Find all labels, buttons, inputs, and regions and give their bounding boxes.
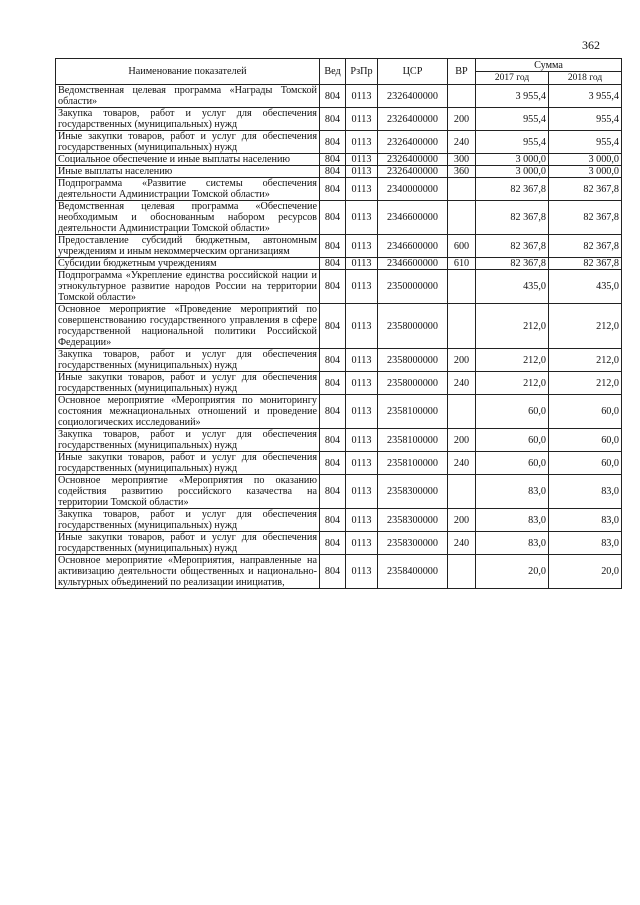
cell-y2017: 212,0: [476, 372, 549, 395]
cell-ved: 804: [320, 304, 346, 349]
cell-csr: 2326400000: [378, 85, 448, 108]
cell-y2018: 212,0: [549, 349, 622, 372]
cell-ved: 804: [320, 555, 346, 589]
cell-y2017: 82 367,8: [476, 201, 549, 235]
cell-ved: 804: [320, 429, 346, 452]
cell-vr: [448, 395, 476, 429]
cell-ved: 804: [320, 349, 346, 372]
cell-y2017: 212,0: [476, 304, 549, 349]
cell-ved: 804: [320, 235, 346, 258]
cell-y2018: 3 000,0: [549, 154, 622, 166]
cell-y2017: 955,4: [476, 131, 549, 154]
cell-rzpr: 0113: [346, 178, 378, 201]
cell-vr: 300: [448, 154, 476, 166]
cell-y2017: 82 367,8: [476, 178, 549, 201]
cell-name: Основное мероприятие «Мероприятия, направленные на активизацию деятельности общественных и национально-культурных объединений по реализации инициатив,: [56, 555, 320, 589]
cell-vr: [448, 475, 476, 509]
cell-csr: 2350000000: [378, 270, 448, 304]
table-row: [56, 154, 622, 166]
cell-y2017: 83,0: [476, 509, 549, 532]
cell-y2018: 82 367,8: [549, 178, 622, 201]
cell-y2018: 955,4: [549, 108, 622, 131]
cell-y2018: 82 367,8: [549, 258, 622, 270]
cell-csr: 2346600000: [378, 258, 448, 270]
table-row: [56, 166, 622, 178]
cell-y2017: 20,0: [476, 555, 549, 589]
cell-rzpr: 0113: [346, 166, 378, 178]
cell-rzpr: 0113: [346, 372, 378, 395]
cell-csr: 2346600000: [378, 201, 448, 235]
table-row: [56, 201, 622, 235]
cell-y2018: 83,0: [549, 475, 622, 509]
table-row: [56, 509, 622, 532]
cell-y2018: 60,0: [549, 429, 622, 452]
cell-rzpr: 0113: [346, 235, 378, 258]
cell-y2018: 955,4: [549, 131, 622, 154]
cell-name: Иные выплаты населению: [56, 166, 320, 178]
page-number: 362: [582, 38, 600, 52]
cell-csr: 2346600000: [378, 235, 448, 258]
cell-ved: 804: [320, 452, 346, 475]
cell-y2018: 83,0: [549, 532, 622, 555]
cell-name: Ведомственная целевая программа «Обеспечение необходимым и обоснованным набором ресурсов деятельности Администрации Томской области»: [56, 201, 320, 235]
cell-y2017: 212,0: [476, 349, 549, 372]
cell-ved: 804: [320, 270, 346, 304]
cell-name: Закупка товаров, работ и услуг для обеспечения государственных (муниципальных) нужд: [56, 509, 320, 532]
cell-y2017: 3 000,0: [476, 166, 549, 178]
table-row: [56, 429, 622, 452]
cell-name: Основное мероприятие «Мероприятия по оказанию содействия развитию российского казачества на территории Томской области»: [56, 475, 320, 509]
cell-rzpr: 0113: [346, 131, 378, 154]
cell-vr: 240: [448, 532, 476, 555]
table-row: [56, 452, 622, 475]
cell-ved: 804: [320, 166, 346, 178]
table-row: [56, 532, 622, 555]
cell-y2018: 60,0: [549, 395, 622, 429]
cell-rzpr: 0113: [346, 108, 378, 131]
cell-csr: 2358100000: [378, 452, 448, 475]
cell-y2017: 60,0: [476, 395, 549, 429]
header-sum: Сумма: [476, 59, 622, 72]
cell-y2017: 60,0: [476, 452, 549, 475]
cell-name: Основное мероприятие «Проведение мероприятий по совершенствованию государственного управления в сфере государственной национальной политики Российской Федерации»: [56, 304, 320, 349]
cell-vr: 600: [448, 235, 476, 258]
table-row: [56, 555, 622, 589]
table-row: [56, 108, 622, 131]
cell-ved: 804: [320, 131, 346, 154]
cell-csr: 2358000000: [378, 349, 448, 372]
cell-csr: 2358300000: [378, 475, 448, 509]
header-rzpr: РзПр: [346, 59, 378, 85]
cell-ved: 804: [320, 154, 346, 166]
cell-rzpr: 0113: [346, 475, 378, 509]
cell-csr: 2326400000: [378, 108, 448, 131]
cell-ved: 804: [320, 509, 346, 532]
cell-y2017: 83,0: [476, 532, 549, 555]
cell-vr: [448, 270, 476, 304]
cell-csr: 2326400000: [378, 154, 448, 166]
cell-rzpr: 0113: [346, 201, 378, 235]
cell-y2018: 435,0: [549, 270, 622, 304]
cell-y2017: 3 000,0: [476, 154, 549, 166]
cell-name: Иные закупки товаров, работ и услуг для обеспечения государственных (муниципальных) нужд: [56, 372, 320, 395]
cell-vr: 200: [448, 509, 476, 532]
cell-name: Иные закупки товаров, работ и услуг для обеспечения государственных (муниципальных) нужд: [56, 452, 320, 475]
cell-rzpr: 0113: [346, 452, 378, 475]
cell-vr: [448, 555, 476, 589]
budget-table: [55, 58, 622, 589]
table-row: [56, 304, 622, 349]
cell-y2018: 82 367,8: [549, 235, 622, 258]
header-year-2018: 2018 год: [549, 72, 622, 85]
cell-csr: 2358300000: [378, 509, 448, 532]
cell-vr: [448, 178, 476, 201]
cell-vr: 240: [448, 452, 476, 475]
cell-y2017: 83,0: [476, 475, 549, 509]
table-row: [56, 258, 622, 270]
cell-csr: 2358400000: [378, 555, 448, 589]
table-row: [56, 270, 622, 304]
cell-ved: 804: [320, 108, 346, 131]
cell-name: Социальное обеспечение и иные выплаты населению: [56, 154, 320, 166]
cell-name: Подпрограмма «Укрепление единства российской нации и этнокультурное развитие народов России на территории Томской области»: [56, 270, 320, 304]
cell-rzpr: 0113: [346, 509, 378, 532]
cell-ved: 804: [320, 532, 346, 555]
cell-csr: 2358300000: [378, 532, 448, 555]
cell-rzpr: 0113: [346, 85, 378, 108]
cell-y2018: 212,0: [549, 304, 622, 349]
cell-y2018: 82 367,8: [549, 201, 622, 235]
cell-vr: 360: [448, 166, 476, 178]
table-row: [56, 475, 622, 509]
cell-y2017: 435,0: [476, 270, 549, 304]
cell-name: Закупка товаров, работ и услуг для обеспечения государственных (муниципальных) нужд: [56, 429, 320, 452]
cell-y2017: 82 367,8: [476, 258, 549, 270]
cell-vr: 200: [448, 108, 476, 131]
cell-y2018: 212,0: [549, 372, 622, 395]
cell-name: Субсидии бюджетным учреждениям: [56, 258, 320, 270]
cell-rzpr: 0113: [346, 304, 378, 349]
cell-y2018: 3 000,0: [549, 166, 622, 178]
cell-rzpr: 0113: [346, 395, 378, 429]
cell-y2018: 60,0: [549, 452, 622, 475]
table-row: [56, 235, 622, 258]
cell-ved: 804: [320, 475, 346, 509]
header-ved: Вед: [320, 59, 346, 85]
cell-ved: 804: [320, 258, 346, 270]
cell-csr: 2358000000: [378, 304, 448, 349]
cell-vr: 610: [448, 258, 476, 270]
header-name: Наименование показателей: [56, 59, 320, 85]
cell-y2018: 20,0: [549, 555, 622, 589]
cell-name: Иные закупки товаров, работ и услуг для обеспечения государственных (муниципальных) нужд: [56, 532, 320, 555]
cell-name: Иные закупки товаров, работ и услуг для обеспечения государственных (муниципальных) нужд: [56, 131, 320, 154]
cell-ved: 804: [320, 372, 346, 395]
cell-name: Закупка товаров, работ и услуг для обеспечения государственных (муниципальных) нужд: [56, 349, 320, 372]
header-csr: ЦСР: [378, 59, 448, 85]
header-year-2017: 2017 год: [476, 72, 549, 85]
cell-csr: 2358000000: [378, 372, 448, 395]
cell-y2017: 3 955,4: [476, 85, 549, 108]
cell-vr: [448, 201, 476, 235]
cell-rzpr: 0113: [346, 258, 378, 270]
cell-rzpr: 0113: [346, 154, 378, 166]
cell-rzpr: 0113: [346, 532, 378, 555]
cell-y2017: 955,4: [476, 108, 549, 131]
cell-rzpr: 0113: [346, 349, 378, 372]
table-row: [56, 395, 622, 429]
cell-y2018: 83,0: [549, 509, 622, 532]
cell-vr: 240: [448, 372, 476, 395]
cell-vr: 240: [448, 131, 476, 154]
cell-csr: 2326400000: [378, 131, 448, 154]
table-row: [56, 372, 622, 395]
cell-name: Основное мероприятие «Мероприятия по мониторингу состояния межнациональных отношений и проведение социологических исследований»: [56, 395, 320, 429]
cell-ved: 804: [320, 201, 346, 235]
table-row: [56, 349, 622, 372]
cell-vr: [448, 304, 476, 349]
cell-name: Ведомственная целевая программа «Награды Томской области»: [56, 85, 320, 108]
table-body: [56, 85, 622, 589]
cell-vr: [448, 85, 476, 108]
header-vr: ВР: [448, 59, 476, 85]
cell-y2017: 60,0: [476, 429, 549, 452]
cell-ved: 804: [320, 85, 346, 108]
cell-name: Закупка товаров, работ и услуг для обеспечения государственных (муниципальных) нужд: [56, 108, 320, 131]
cell-csr: 2358100000: [378, 395, 448, 429]
cell-y2018: 3 955,4: [549, 85, 622, 108]
cell-csr: 2326400000: [378, 166, 448, 178]
table-row: [56, 85, 622, 108]
cell-name: Подпрограмма «Развитие системы обеспечения деятельности Администрации Томской области»: [56, 178, 320, 201]
cell-csr: 2340000000: [378, 178, 448, 201]
cell-name: Предоставление субсидий бюджетным, автономным учреждениям и иным некоммерческим организациям: [56, 235, 320, 258]
table-row: [56, 178, 622, 201]
cell-y2017: 82 367,8: [476, 235, 549, 258]
cell-ved: 804: [320, 395, 346, 429]
cell-vr: 200: [448, 429, 476, 452]
cell-vr: 200: [448, 349, 476, 372]
cell-ved: 804: [320, 178, 346, 201]
table-row: [56, 131, 622, 154]
cell-rzpr: 0113: [346, 555, 378, 589]
cell-rzpr: 0113: [346, 429, 378, 452]
cell-csr: 2358100000: [378, 429, 448, 452]
cell-rzpr: 0113: [346, 270, 378, 304]
